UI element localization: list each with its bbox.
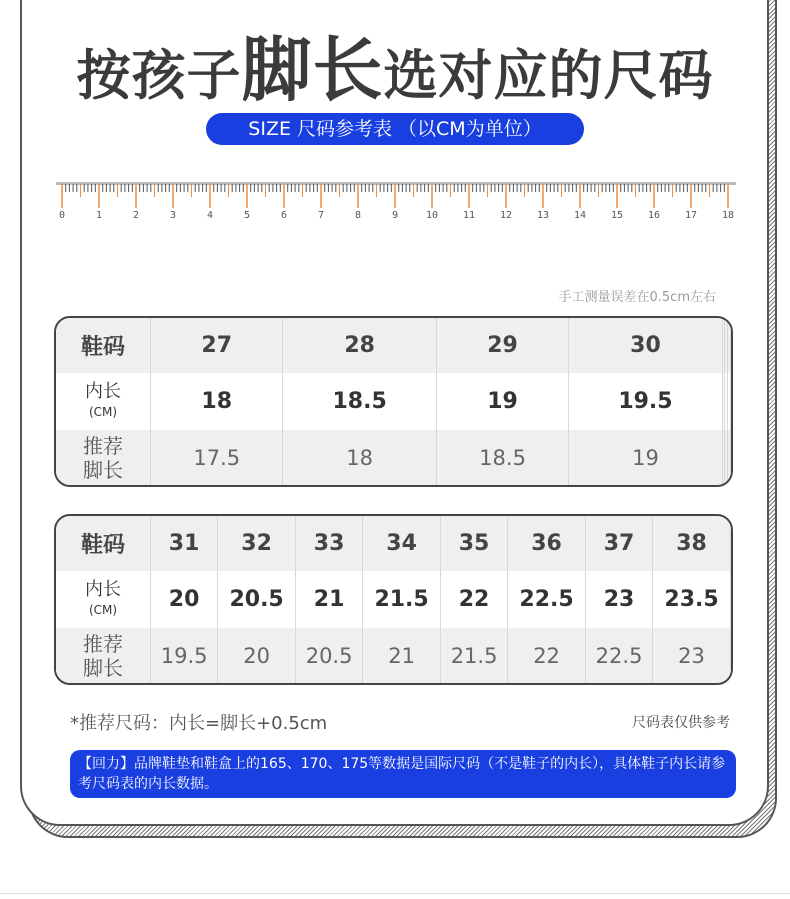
ruler-tick-label: 10 [425,210,439,221]
inner-length-label [56,373,151,430]
size-cell: 33 [296,516,363,571]
ruler-tick-label: 2 [132,210,140,221]
foot-length-cell: 19 [569,430,722,485]
foot-length-cell: 18.5 [437,430,569,485]
ruler-tick-label: 12 [499,210,513,221]
rec-label-line2: 脚长 [83,457,123,482]
inner-length-cell: 18.5 [283,373,436,430]
inner-length-cell: 23.5 [653,571,731,628]
inner-length-cell: 21.5 [363,571,441,628]
size-cell: 31 [151,516,218,571]
inner-length-row [56,571,731,628]
inner-length-label-text: 内长 [85,380,121,402]
inner-length-unit: (CM) [88,404,118,419]
foot-length-cell: 23 [653,628,731,683]
size-cell: 35 [441,516,508,571]
size-cell: 32 [218,516,296,571]
foot-length-cell: 17.5 [151,430,283,485]
inner-length-cell: 18 [151,373,283,430]
ruler-tick-label: 9 [391,210,399,221]
size-cell: 38 [653,516,731,571]
ruler-tick-label: 3 [169,210,177,221]
title-post: 选对应的尺码 [383,44,714,107]
inner-length-unit: (CM) [88,602,118,617]
foot-length-cell: 22 [508,628,586,683]
size-cell: 27 [151,318,283,373]
ruler-tick-label: 6 [280,210,288,221]
ruler-tick-label: 18 [721,210,735,221]
rec-label-line1: 推荐 [83,631,123,656]
ruler-tick-label: 0 [58,210,66,221]
size-cell: 28 [283,318,436,373]
reference-note: 尺码表仅供参考 [632,715,730,731]
size-row-label: 鞋码 [56,516,151,571]
size-formula: *推荐尺码：内长=脚长+0.5cm [70,713,328,734]
ruler-tick-label: 14 [573,210,587,221]
rec-label-line2: 脚长 [83,655,123,680]
ruler-tick-label: 4 [206,210,214,221]
size-cell: 37 [586,516,653,571]
ruler [56,178,736,228]
inner-length-cell: 19.5 [569,373,722,430]
inner-length-cell: 19 [437,373,569,430]
size-cell: 34 [363,516,441,571]
inner-length-row [56,373,731,430]
title-pre: 按孩子 [76,44,242,107]
size-chart-label: SIZE 尺码参考表 （以CM为单位） [206,113,584,145]
title-emphasis: 脚长 [241,29,384,111]
inner-length-cell: 22.5 [508,571,586,628]
ruler-tick-label: 11 [462,210,476,221]
foot-length-cell: 21 [363,628,441,683]
foot-length-cell: 20 [218,628,296,683]
size-row-label: 鞋码 [56,318,151,373]
inner-length-cell: 22 [441,571,508,628]
recommended-foot-row [56,628,731,683]
size-cell: 30 [569,318,722,373]
size-table-1 [54,316,733,487]
ruler-tick-label: 5 [243,210,251,221]
inner-length-cell: 20 [151,571,218,628]
size-row [56,516,731,571]
ruler-tick-label: 17 [684,210,698,221]
rec-label-line1: 推荐 [83,433,123,458]
inner-length-cell: 23 [586,571,653,628]
inner-length-cell: 20.5 [218,571,296,628]
size-table-2 [54,514,733,685]
size-cell: 29 [437,318,569,373]
ruler-tick-label: 16 [647,210,661,221]
measure-error-note: 手工测量误差在0.5cm左右 [558,290,716,305]
ruler-tick-label: 13 [536,210,550,221]
foot-length-cell: 21.5 [441,628,508,683]
inner-length-label-text: 内长 [85,578,121,600]
recommended-foot-label [56,430,151,485]
size-row [56,318,731,373]
inner-length-cell: 21 [296,571,363,628]
foot-length-cell: 18 [283,430,436,485]
ruler-tick-label: 15 [610,210,624,221]
page-title [0,14,790,115]
ruler-tick-label: 7 [317,210,325,221]
divider [0,893,790,894]
ruler-tick-label: 8 [354,210,362,221]
recommended-foot-row [56,430,731,485]
brand-notice: 【回力】品牌鞋垫和鞋盒上的165、170、175等数据是国际尺码（不是鞋子的内长），具体鞋子内长请参考尺码表的内长数据。 [70,750,736,798]
foot-length-cell: 20.5 [296,628,363,683]
foot-length-cell: 19.5 [151,628,218,683]
recommended-foot-label [56,628,151,683]
foot-length-cell: 22.5 [586,628,653,683]
inner-length-label [56,571,151,628]
size-cell: 36 [508,516,586,571]
ruler-tick-label: 1 [95,210,103,221]
